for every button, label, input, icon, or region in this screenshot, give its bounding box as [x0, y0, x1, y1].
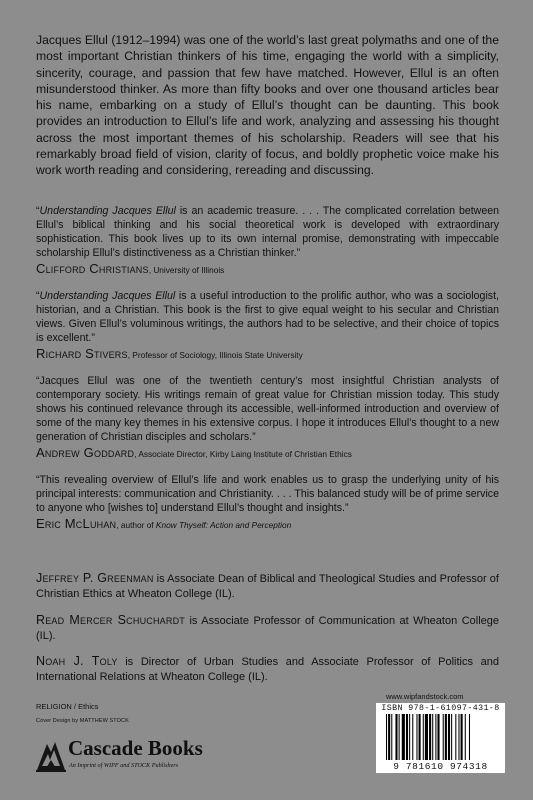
- barcode-bar: [425, 714, 428, 760]
- book-description: Jacques Ellul (1912–1994) was one of the world’s last great polymaths and one of the most important Christian thinkers of his time, engaging the world with a simplicity, sincerity, courage, and passion that few have matched. However, Ellul is an often misunderstood thinker. As more than fifty books and over one thousand articles bear his name, embarking on a study of Ellul’s thought can be daunting. This book provides an introduction to Ellul’s life and work, analyzing and assessing his thought across the most important themes of his scholarship. Readers will see that his remarkably broad field of vision, clarity of focus, and boldly prophetic voice make his work worth reading and considering, rereading and discussing.: [36, 33, 499, 178]
- barcode-bar: [429, 714, 431, 760]
- endorsement-christians: [36, 205, 499, 277]
- endorser-name: Andrew Goddard: [36, 444, 135, 460]
- barcode-bar: [458, 714, 459, 760]
- cover-design-credit: Cover Design by MATTHEW STOCK: [36, 718, 129, 724]
- subject-category: RELIGION / Ethics: [36, 702, 99, 711]
- endorser-affiliation: , Associate Director, Kirby Laing Institute of Christian Ethics: [134, 448, 352, 459]
- barcode-number: 9 781610 974318: [393, 761, 488, 772]
- barcode-bar: [423, 714, 424, 760]
- barcode-bar: [469, 714, 470, 760]
- endorsement-attribution: [36, 446, 499, 461]
- cascade-mountain-icon: [36, 736, 66, 772]
- publisher-website: www.wipfandstock.com: [386, 692, 464, 701]
- endorsement-text: “This revealing overview of Ellul’s life and work enables us to grasp the underlying unity of his principal interests: communication and Christianity. . . . This balanced study will be of prime service to anyone who [wishes to] understand Ellul’s thought and insights.”: [36, 474, 499, 514]
- isbn-barcode: [376, 703, 505, 773]
- barcode-bar: [399, 714, 400, 760]
- author-bio-schuchardt: Read Mercer Schuchardt is Associate Professor of Communication at Wheaton College (IL).: [36, 613, 499, 642]
- barcode-bars: [376, 714, 505, 762]
- isbn-label: ISBN 978-1-61097-431-8: [381, 704, 500, 713]
- endorser-affiliation: , author of Know Thyself: Action and Perception: [116, 519, 292, 530]
- endorser-name: Richard Stivers: [36, 345, 128, 361]
- endorsement-text: “Understanding Jacques Ellul is a useful introduction to the prolific author, who was a sociologist, historian, and a Christian. This book is the first to give equal weight to his secular and Christian views. Given Ellul’s voluminous writings, the authors had to be selective, and their choice of topics is excellent.”: [36, 290, 499, 344]
- endorsement-text: “Understanding Jacques Ellul is an academic treasure. . . . The complicated correlation between Ellul’s biblical thinking and his social theoretical work is developed with extraordinary sophistication. This book lives up to its own internal promise, demonstrating with impeccable scholarship Ellul’s distinctiveness as a Christian thinker.”: [36, 205, 500, 259]
- barcode-bar: [412, 714, 413, 760]
- author-bio-toly: Noah J. Toly is Director of Urban Studies and Associate Professor of Politics and International Relations at Wheaton College (IL).: [36, 654, 499, 683]
- barcode-bar: [461, 714, 463, 760]
- endorsement-goddard: [36, 375, 499, 461]
- barcode-bar: [395, 714, 397, 760]
- endorsement-stivers: [36, 290, 499, 362]
- barcode-bar: [391, 714, 392, 760]
- endorsement-mcluhan: [36, 474, 499, 532]
- barcode-bar: [409, 714, 410, 760]
- barcode-bar: [388, 714, 390, 760]
- publisher-tagline: An Imprint of WIPF and STOCK Publishers: [69, 762, 179, 769]
- barcode-bar: [455, 714, 456, 760]
- endorser-name: Eric McLuhan: [36, 515, 117, 531]
- author-name: Noah J. Toly: [36, 654, 118, 668]
- barcode-bar: [402, 714, 405, 760]
- barcode-bar: [386, 714, 387, 760]
- endorser-affiliation: , University of Illinois: [148, 264, 225, 275]
- barcode-bar: [406, 714, 408, 760]
- publisher-name: Cascade Books: [68, 736, 203, 760]
- barcode-bar: [445, 714, 447, 760]
- endorser-affiliation: , Professor of Sociology, Illinois State University: [127, 349, 303, 360]
- endorser-name: Clifford Christians: [36, 260, 149, 276]
- author-name: Jeffrey P. Greenman: [36, 571, 154, 585]
- barcode-bar: [465, 714, 466, 760]
- barcode-bar: [432, 714, 433, 760]
- barcode-bar: [435, 714, 436, 760]
- endorsement-text: “Jacques Ellul was one of the twentieth century’s most insightful Christian analysts of contemporary society. His writings remain of great value for Christian mission today. This study shows his continued relevance through its accessible, well-informed introduction and overview of some of the many key themes in his extensive corpus. I hope it introduces Ellul’s thought to a new generation of Christian disciples and scholars.”: [36, 375, 499, 443]
- endorsement-attribution: [36, 262, 499, 277]
- endorsement-attribution: [36, 517, 499, 532]
- barcode-bar: [419, 714, 421, 760]
- author-bio-greenman: Jeffrey P. Greenman is Associate Dean of Biblical and Theological Studies and Professor of Christian Ethics at Wheaton College (IL).: [36, 571, 499, 600]
- barcode-bar: [416, 714, 417, 760]
- publisher-logo: [36, 734, 236, 774]
- author-name: Read Mercer Schuchardt: [36, 613, 185, 627]
- endorsement-attribution: [36, 347, 499, 362]
- barcode-bar: [443, 714, 444, 760]
- barcode-bar: [437, 714, 439, 760]
- barcode-bar: [451, 714, 452, 760]
- barcode-bar: [448, 714, 450, 760]
